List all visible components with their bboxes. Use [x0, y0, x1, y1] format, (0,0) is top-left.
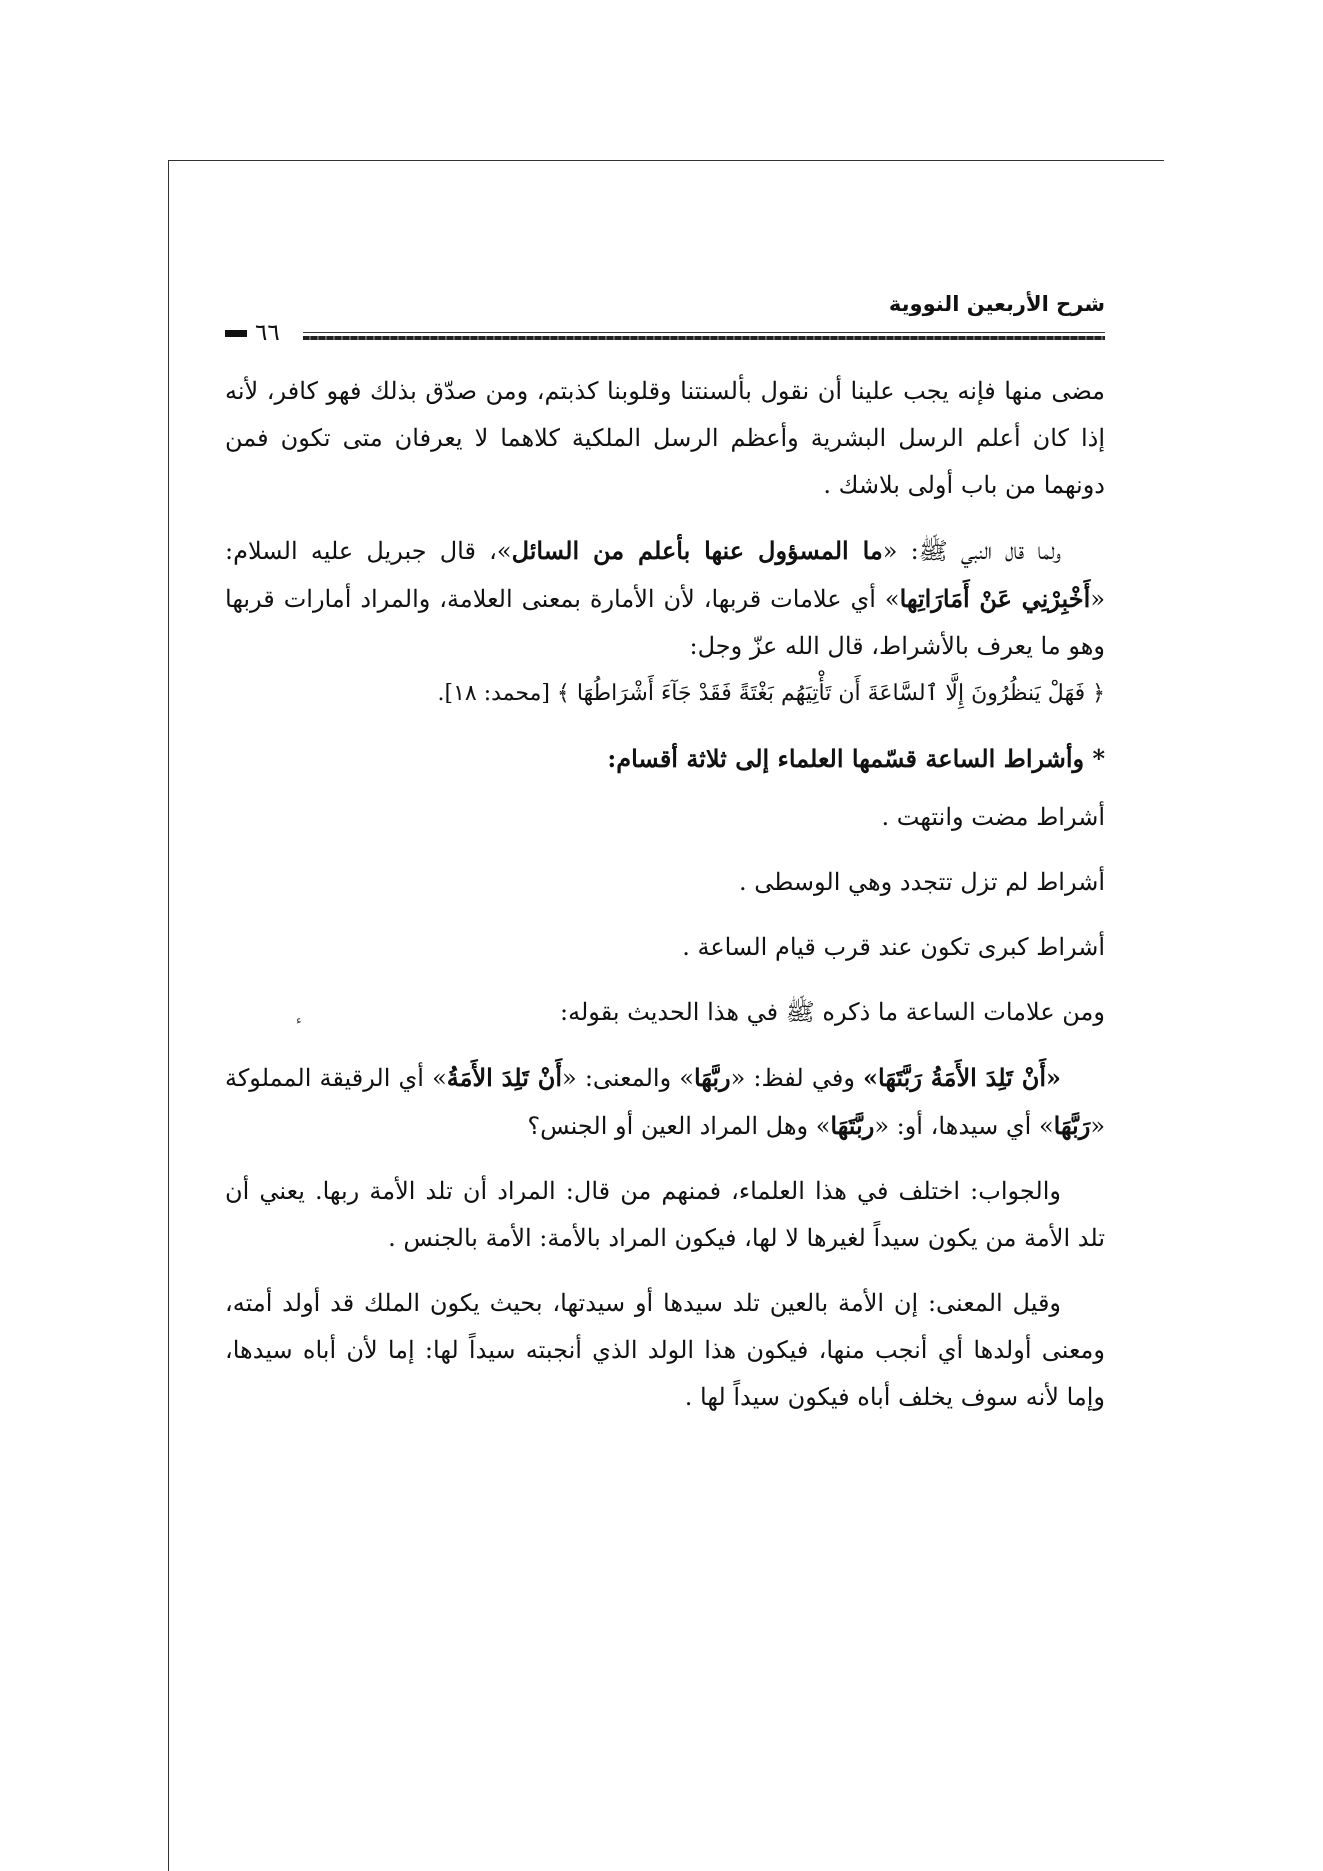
page-number: ٦٦ [255, 320, 280, 346]
hadith-quote: أَخْبِرْنِي عَنْ أَمَارَاتِها [899, 584, 1091, 613]
book-title: شرح الأربعين النووية [888, 292, 1105, 316]
list-item: أشراط لم تزل تتجدد وهي الوسطى . [738, 868, 1105, 896]
scan-frame-top [168, 160, 1164, 161]
header-rule [303, 336, 1105, 340]
paragraph-text: » وهل المراد العين أو الجنس؟ [527, 1112, 831, 1140]
paragraph-intro-hadith: ومن علامات الساعة ما ذكره ﷺ في هذا الحديث بقوله: [560, 998, 1105, 1026]
paragraph-text: » والمعنى: « [562, 1064, 694, 1092]
hadith-quote: ربَّتَهَا [830, 1111, 875, 1140]
quran-verse: ﴿ فَهَلْ يَنظُرُونَ إِلَّا ٱلسَّاعَةَ أَن تَأْتِيَهُم بَغْتَةً فَقَدْ جَآءَ أَشْرَاطُهَا ﴾ [محمد: ١٨]. [437, 681, 1105, 706]
paragraph-alternate-meaning: وقيل المعنى: إن الأمة بالعين تلد سيدها أو سيدتها، بحيث يكون الملك قد أولد أمته، ومعنى أولدها أي أنجب منها، فيكون هذا الولد الذي أنجبته سيداً لها: إما لأن أباه سيدها، وإما لأنه سوف يخلف أباه فيكون سيداً لها . [225, 1289, 1105, 1411]
hadith-quote: ربَّهَا [693, 1063, 731, 1092]
paragraph-text: »، قال جبريل عليه السلام: « [225, 537, 1105, 613]
running-header [225, 292, 1105, 356]
paragraph-text: ولما قال النبي ﷺ: « [882, 537, 1061, 565]
paragraph-text: » أي الرقيقة المملوكة « [225, 1064, 1105, 1140]
paragraph-answer: والجواب: اختلف في هذا العلماء، فمنهم من قال: المراد أن تلد الأمة ربها. يعني أن تلد الأمة من يكون سيداً لغيرها لا لها، فيكون المراد بالأمة: الأمة بالجنس . [225, 1177, 1105, 1252]
list-item: أشراط مضت وانتهت . [881, 803, 1105, 831]
scan-frame-left [168, 160, 169, 1871]
list-item: أشراط كبرى تكون عند قرب قيام الساعة . [682, 933, 1105, 961]
paragraph-continuation: مضى منها فإنه يجب علينا أن نقول بألسنتنا وقلوبنا كذبتم، ومن صدّق بذلك فهو كافر، لأنه إذا كان أعلم الرسل البشرية وأعظم الرسل الملكية كلاهما لا يعرفان متى تكون فمن دونهما من باب أولى بلاشك . [225, 377, 1106, 499]
paragraph-text: » أي علامات قربها، لأن الأمارة بمعنى العلامة، والمراد أمارات قربها وهو ما يعرف بالأشراط، قال الله عزّ وجل: [225, 585, 1105, 660]
hadith-quote: رَبَّهَا [1053, 1111, 1091, 1140]
paragraph-text: » أي سيدها، أو: « [874, 1112, 1054, 1140]
page-body [225, 368, 1105, 1421]
hadith-quote: «أَنْ تَلِدَ الأَمَةُ رَبَّتَهَا» [863, 1063, 1061, 1092]
page-mark [225, 330, 247, 337]
hadith-quote: ما المسؤول عنها بأعلم من السائل [511, 536, 883, 565]
paragraph-text: وفي لفظ: « [730, 1064, 864, 1092]
hadith-quote: أَنْ تَلِدَ الأَمَةُ [446, 1063, 563, 1092]
paragraph-hadith-meaning [225, 1054, 1105, 1150]
header-rule-thin [303, 332, 1105, 333]
section-heading: * وأشراط الساعة قسّمها العلماء إلى ثلاثة أقسام: [607, 744, 1105, 773]
scan-speck: ء [296, 1013, 302, 1027]
paragraph-jibril-question [225, 527, 1105, 670]
